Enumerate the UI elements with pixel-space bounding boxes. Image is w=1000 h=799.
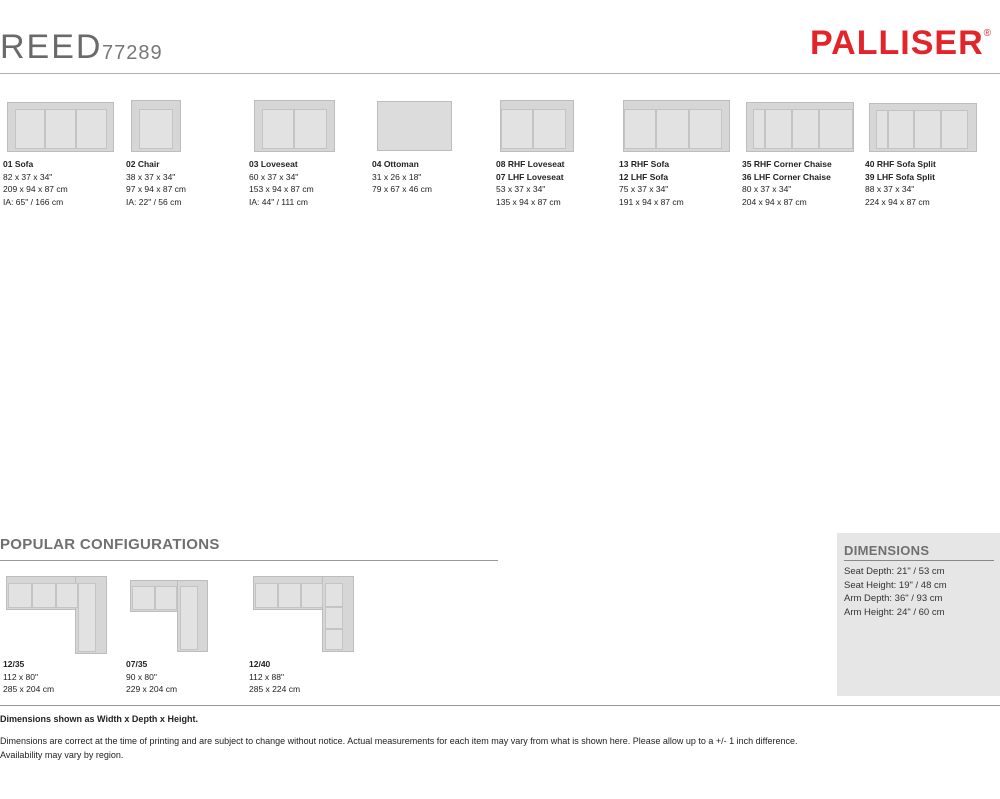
piece-dim: 31 x 26 x 18"	[372, 171, 422, 182]
loveseat-image	[246, 96, 364, 154]
piece-dim: 135 x 94 x 87 cm	[496, 196, 561, 207]
config-12-40	[246, 574, 366, 694]
piece-dim: 75 x 37 x 34"	[619, 184, 669, 194]
piece-dim: IA: 44" / 111 cm	[249, 196, 308, 207]
config-name: 07/35	[126, 659, 148, 669]
piece-dim: 38 x 37 x 34"	[126, 171, 176, 182]
product-title: REED	[0, 28, 103, 66]
piece-alt-name: 07 LHF Loveseat	[496, 171, 564, 182]
configurations-title: POPULAR CONFIGURATIONS	[0, 536, 220, 553]
config-12-35-image	[0, 574, 120, 656]
dimensions-title: DIMENSIONS	[844, 543, 930, 558]
brand-logo	[810, 24, 992, 63]
config-name: 12/35	[3, 659, 25, 669]
footer-note-dimensions: Dimensions shown as Width x Depth x Height.	[0, 714, 198, 724]
brand-name: PALLISER	[810, 24, 984, 62]
piece-rhf-sofa	[616, 96, 734, 207]
dimensions-divider	[844, 560, 994, 561]
configurations-divider	[0, 560, 498, 561]
config-dim: 285 x 204 cm	[3, 684, 55, 694]
model-number: 77289	[102, 42, 163, 64]
piece-dim: 60 x 37 x 34"	[249, 171, 299, 182]
piece-dim: IA: 65" / 166 cm	[3, 196, 64, 207]
piece-dim: IA: 22" / 56 cm	[126, 196, 182, 207]
corner-chaise-image	[739, 96, 857, 154]
config-dim: 229 x 204 cm	[126, 684, 178, 694]
sofa-split-image	[862, 96, 980, 154]
piece-chair	[123, 96, 241, 207]
piece-dim: 82 x 37 x 34"	[3, 171, 53, 182]
piece-name: 04 Ottoman	[372, 159, 419, 169]
footer-divider	[0, 705, 1000, 706]
piece-dim: 88 x 37 x 34"	[865, 184, 915, 194]
piece-dim: 79 x 67 x 46 cm	[372, 184, 433, 194]
rhf-loveseat-image	[493, 96, 611, 154]
piece-dim: 97 x 94 x 87 cm	[126, 184, 187, 194]
footer-disclaimer	[0, 735, 990, 762]
config-07-35	[123, 574, 243, 694]
piece-dim: 191 x 94 x 87 cm	[619, 196, 684, 207]
chair-image	[123, 96, 241, 154]
rhf-sofa-image	[616, 96, 734, 154]
piece-alt-name: 39 LHF Sofa Split	[865, 171, 935, 182]
piece-name: 35 RHF Corner Chaise	[742, 159, 832, 169]
piece-rhf-sofa-split	[862, 96, 980, 207]
piece-ottoman	[369, 96, 487, 194]
piece-name: 40 RHF Sofa Split	[865, 159, 936, 169]
dimensions-panel	[837, 533, 1000, 696]
piece-rhf-corner-chaise	[739, 96, 857, 207]
piece-alt-name: 12 LHF Sofa	[619, 171, 669, 182]
piece-name: 13 RHF Sofa	[619, 159, 670, 169]
seat-depth: Seat Depth: 21" / 53 cm	[844, 566, 945, 577]
piece-dim: 80 x 37 x 34"	[742, 184, 792, 194]
config-12-35	[0, 574, 120, 694]
seat-height: Seat Height: 19" / 48 cm	[844, 579, 947, 591]
config-dim: 112 x 88"	[249, 671, 284, 682]
registered-mark: ®	[983, 28, 992, 39]
arm-depth: Arm Depth: 36" / 93 cm	[844, 593, 943, 604]
piece-name: 01 Sofa	[3, 159, 34, 169]
piece-dim: 53 x 37 x 34"	[496, 184, 546, 194]
config-dim: 285 x 224 cm	[249, 684, 301, 694]
arm-height: Arm Height: 24" / 60 cm	[844, 606, 945, 618]
piece-rhf-loveseat	[493, 96, 611, 207]
piece-name: 02 Chair	[126, 159, 160, 169]
sofa-image	[0, 96, 118, 154]
piece-dim: 153 x 94 x 87 cm	[249, 184, 314, 194]
header-divider	[0, 73, 1000, 74]
config-dim: 112 x 80"	[3, 671, 38, 682]
piece-alt-name: 36 LHF Corner Chaise	[742, 171, 831, 182]
piece-dim: 204 x 94 x 87 cm	[742, 196, 807, 207]
piece-dim: 209 x 94 x 87 cm	[3, 184, 68, 194]
piece-sofa	[0, 96, 118, 207]
footer-note-accuracy: Dimensions are correct at the time of printing and are subject to change without notice. Actual measurements for each item may vary from what is shown here. Please allow up to a +/- 1 inch difference.	[0, 736, 798, 746]
config-07-35-image	[123, 574, 243, 656]
piece-name: 08 RHF Loveseat	[496, 159, 565, 169]
page-header	[0, 0, 1000, 74]
ottoman-image	[369, 96, 487, 154]
piece-loveseat	[246, 96, 364, 207]
piece-name: 03 Loveseat	[249, 159, 298, 169]
piece-dim: 224 x 94 x 87 cm	[865, 196, 930, 207]
footer-note-availability: Availability may vary by region.	[0, 749, 124, 760]
config-dim: 90 x 80"	[126, 671, 157, 682]
config-name: 12/40	[249, 659, 271, 669]
config-12-40-image	[246, 574, 366, 656]
